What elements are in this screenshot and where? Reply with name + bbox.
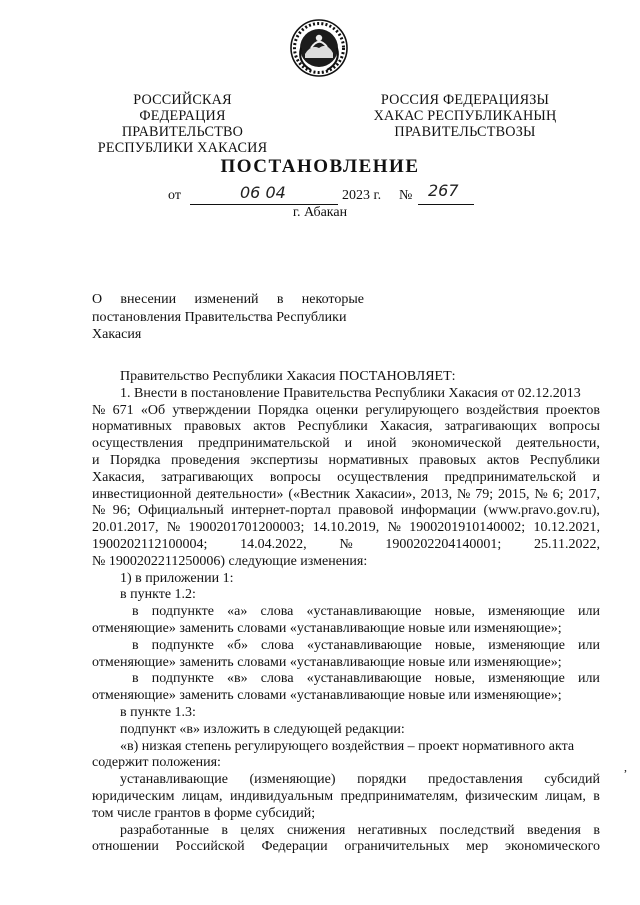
body-line: 1) в приложении 1: [120,570,234,586]
body-line [92,789,600,806]
word: экономического [505,839,600,855]
word: снижения [286,822,346,838]
word: О [92,292,103,307]
word: (www.pravo.gov.ru), [483,503,600,519]
word: 1900201701200003; [188,520,305,536]
word: изменяющие [488,671,565,687]
word: «в» [227,671,248,687]
word: 6; [552,486,564,502]
word: слова [260,671,294,687]
word: изменений [194,292,259,307]
body-line [92,419,600,436]
body-line [92,403,600,420]
word: («Вестник [288,486,350,502]
word: некоторые [301,292,364,307]
header-line: РЕСПУБЛИКИ ХАКАСИЯ [97,140,268,156]
document-title: ПОСТАНОВЛЕНИЕ [220,156,420,177]
word: подпункте [151,637,214,653]
word: № [166,520,181,536]
word: Российской [175,839,245,855]
city-line: г. Абакан [292,205,348,220]
word: в [132,637,139,653]
word: № [534,486,548,502]
word: подпункте [151,604,214,620]
word: № [339,536,353,552]
word: экспертизы [250,452,319,468]
header-line: ПРАВИТЕЛЬСТВОЗЫ [394,124,536,140]
word: «Об [140,402,166,418]
word: новые, [434,671,475,687]
word: слова [260,604,294,620]
word: правовой [338,503,394,519]
word: юридическим [92,788,175,804]
body-line [92,487,600,504]
republic-of-khakassia-emblem [289,18,349,78]
body-line [92,823,600,840]
word: предпринимательской [444,469,577,485]
year-label: 2023 г. [342,188,382,203]
word: «устанавливающие [306,604,422,620]
word: лицам, [181,788,223,804]
subject-line [92,291,364,309]
word: последствий [439,822,515,838]
subject-block [92,291,364,344]
word: изменяющие [488,637,565,653]
word: 25.11.2022, [534,536,600,552]
word: деятельности» [196,486,284,502]
word: мер [466,839,489,855]
word: воздействия [466,402,539,418]
word: устанавливающие [120,772,228,788]
word: новые, [434,637,476,653]
header-line: ХАКАС РЕСПУБЛИКАНЫҢ [373,108,557,124]
body-line: содержит положения: [92,755,221,771]
number-sign: № [399,188,413,203]
word: 14.10.2019, [312,520,380,536]
word: 20.01.2017, [92,520,159,536]
word: 96; [112,503,131,519]
issuer-header-russian [90,92,275,156]
word: 671 [112,402,134,418]
word: в [276,292,284,307]
word: экономической [411,436,502,452]
word: вопросы [269,469,321,485]
word: Федерации [261,839,328,855]
word: оценки [315,402,359,418]
word: нормативных [328,452,409,468]
word: 1900202204140001; [385,536,502,552]
word: 14.04.2022, [240,536,307,552]
word: изменяющие [488,604,565,620]
word: № [92,503,106,519]
word: подпункте [151,671,214,687]
body-line [92,520,600,537]
word: Республики [529,452,600,468]
word: Хакасия, [379,419,433,435]
word: интернет-портал [231,503,331,519]
header-line: ПРАВИТЕЛЬСТВО [121,124,244,140]
word: физическим [465,788,538,804]
word: деятельности, [516,436,600,452]
word: № [92,402,106,418]
word: отношении [92,839,159,855]
word: субсидий [544,772,600,788]
word: Хакасии», [354,486,416,502]
word: Республики [297,419,368,435]
word: в [132,604,139,620]
word: и [344,436,353,452]
word: нормативных [92,419,173,435]
word: осуществления [92,436,184,452]
word: затрагивающих [161,469,254,485]
word: (изменяющие) [249,772,336,788]
body-line: отменяющие» заменить словами «устанавливающие новые или изменяющие»; [92,654,562,670]
word: предоставления [427,772,523,788]
body-line: отменяющие» заменить словами «устанавливающие новые или изменяющие»; [92,688,562,704]
word: Порядка [257,402,309,418]
document-body [92,369,600,856]
body-line [92,537,600,554]
issuer-header-khakas [365,92,565,140]
word: 10.12.2021, [533,520,600,536]
word: ограничительных [344,839,450,855]
word: «устанавливающие [306,671,422,687]
word: введения [527,822,581,838]
word: 2013, [420,486,453,502]
body-line [92,772,600,789]
word: проектов [545,402,600,418]
word: правовых [183,419,242,435]
word: в [593,822,600,838]
word: порядки [357,772,407,788]
body-line [92,604,600,621]
word: проведения [170,452,240,468]
word: предпринимательской [197,436,330,452]
word: слова [261,637,294,653]
margin-mark: , [624,760,627,774]
word: внесении [120,292,177,307]
body-line: Правительство Республики Хакасия ПОСТАНОВЛЯЕТ: [120,369,456,384]
word: информации [400,503,477,519]
handwritten-date: 06 04 [240,183,286,202]
body-line [92,503,600,520]
subject-line: постановления Правительства Республики [92,309,347,325]
body-line: № 1900202211250006) следующие изменения: [92,553,368,569]
word: осуществления [337,469,429,485]
body-line: 1. Внести в постановление Правительства Республики Хакасия от 02.12.2013 [120,385,581,401]
word: негативных [357,822,428,838]
word: и [592,469,600,485]
word: 1900201910140002; [409,520,526,536]
word: в [593,788,600,804]
body-line [92,671,600,688]
body-line [92,436,600,453]
word: в [132,671,139,687]
body-line: «в) низкая степень регулирующего воздействия – проект нормативного акта [120,738,575,754]
body-line: подпункт «в» изложить в следующей редакции: [120,721,405,737]
body-line [92,470,600,487]
word: «устанавливающие [306,637,422,653]
word: «а» [227,604,248,620]
word: иной [366,436,397,452]
subject-line: Хакасия [92,327,142,342]
word: Официальный [138,503,224,519]
word: или [577,671,600,687]
handwritten-number: 267 [428,181,459,200]
body-line [92,638,600,655]
word: или [578,637,600,653]
word: «б» [226,637,248,653]
word: Порядка [110,452,161,468]
date-prefix: от [168,188,181,203]
word: правовых [419,452,477,468]
word: в [221,822,229,838]
word: затрагивающих [444,419,537,435]
word: № [457,486,471,502]
word: разработанные [120,822,210,838]
body-line: в пункте 1.2: [120,587,196,603]
word: актов [253,419,286,435]
body-line: в пункте 1.3: [120,704,196,720]
word: и [92,452,100,468]
word: Хакасия, [92,469,145,485]
word: вопросы [548,419,600,435]
word: актов [486,452,520,468]
body-line [92,839,600,856]
word: № [387,520,401,536]
word: регулирующего [365,402,459,418]
word: предпринимателям, [340,788,458,804]
word: целях [240,822,275,838]
body-line [92,453,600,470]
word: индивидуальным [229,788,334,804]
word: 79; [475,486,494,502]
word: 2017, [568,486,600,502]
body-line: том числе грантов в форме субсидий; [92,805,316,821]
word: 2015, [498,486,530,502]
word: утверждении [172,402,251,418]
body-line: отменяющие» заменить словами «устанавливающие новые или изменяющие»; [92,620,562,636]
header-line: РОССИЙСКАЯ ФЕДЕРАЦИЯ [133,92,232,124]
header-line: РОССИЯ ФЕДЕРАЦИЯЗЫ [380,92,550,108]
word: лицам, [545,788,586,804]
word: 1900202112100004; [92,536,208,552]
word: инвестиционной [92,486,192,502]
word: новые, [434,604,475,620]
word: или [577,604,600,620]
